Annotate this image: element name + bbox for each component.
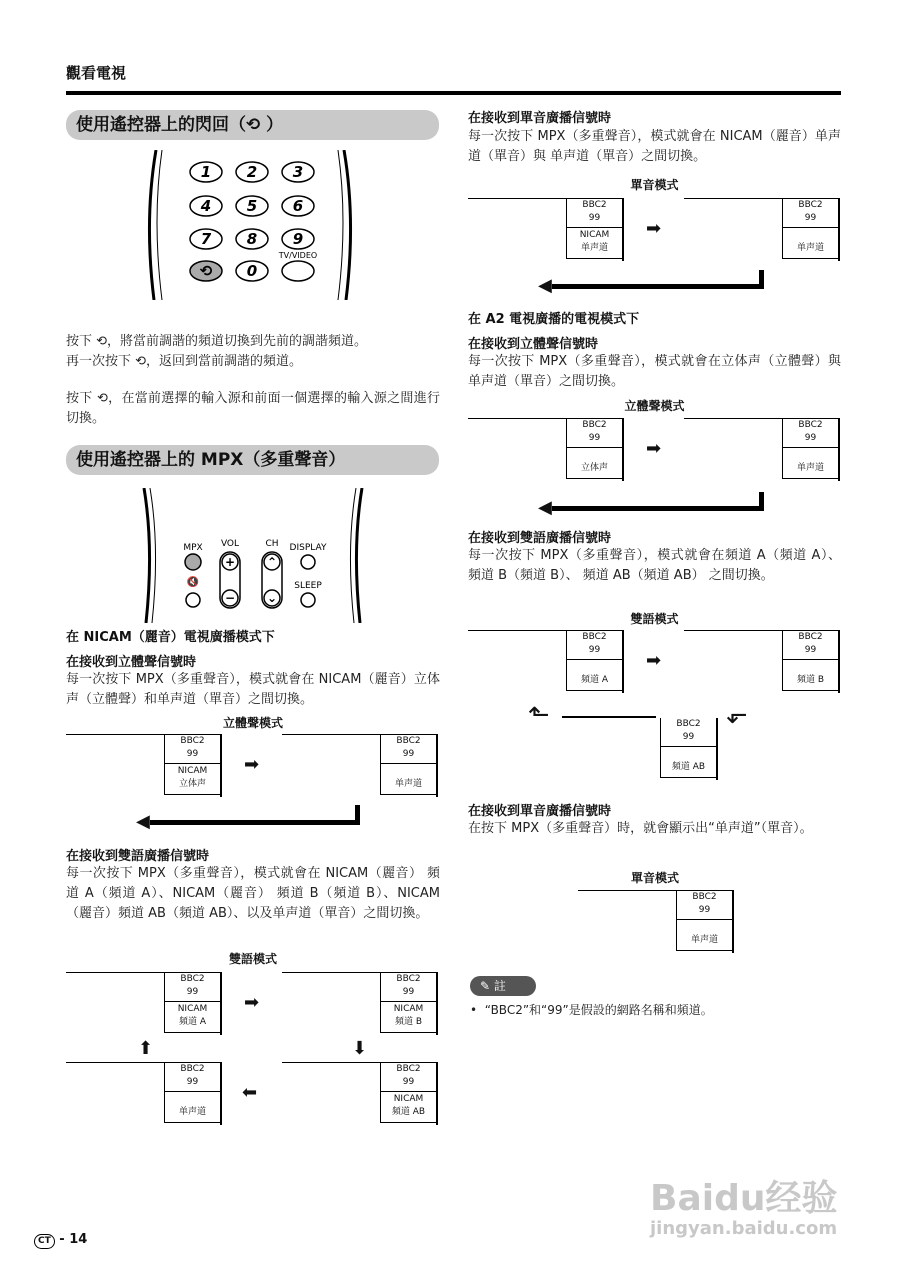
vol-minus-icon: − [224,591,236,605]
pencil-icon: ✎ [480,979,494,993]
screen-nicam-dual-ab: BBC2 99 NICAM 頻道 AB [282,1062,438,1125]
page-number: 14 [69,1232,88,1247]
sleep-button [301,593,315,607]
nicam-heading: 在 NICAM（麗音）電視廣播模式下 [66,630,275,645]
return-bar [552,506,764,511]
page-footer: CT - 14 [34,1232,87,1249]
key-1: 1 [200,163,212,181]
screen-a2-stereo-2: BBC2 99 单声道 [684,418,840,481]
mute-icon: 🔇 [186,577,200,588]
remote-mpx-illustration [140,488,370,623]
a2-dual-mode-title: 雙語模式 [630,612,679,626]
arrow-right-icon: ➡ [646,438,662,459]
page-header-title: 觀看電視 [66,64,127,82]
flashback-icon: ⟲ [92,391,108,406]
section-heading-text: 使用遙控器上的閃回 [76,115,229,135]
nicam-dual-mode-title: 雙語模式 [228,952,277,966]
key-0: 0 [246,262,258,280]
sleep-label: SLEEP [294,581,322,591]
return-bar [552,284,764,289]
nicam-stereo-text: 每一次按下 MPX（多重聲音），模式就會在 NICAM（麗音）立体声（立體聲）和单声道（單音）之間切換。 [66,672,440,707]
bullet-icon: • [470,1003,485,1017]
key-3: 3 [292,163,304,181]
screen-nicam-dual-b: BBC2 99 NICAM 頻道 B [282,972,438,1035]
flashback-para-1: 按下 ⟲，將當前調諧的頻道切換到先前的調諧頻道。 再一次按下 ⟲，返回到當前調諧的頻道。 [66,334,368,369]
screen-a2-stereo-1: BBC2 99 立体声 [468,418,624,481]
mono-heading: 在接收到單音廣播信號時 [468,111,612,126]
screen-a2-mono: BBC2 99 单声道 [578,890,734,953]
a2-dual-heading: 在接收到雙語廣播信號時 [468,531,612,546]
screen-nicam-stereo-2: BBC2 99 单声道 [282,734,438,797]
a2-mono-heading: 在接收到單音廣播信號時 [468,804,612,819]
note-text: • “BBC2”和“99”是假設的網路名稱和頻道。 [470,1003,713,1017]
return-bar-riser [355,805,360,825]
arrow-up-turn-icon: ⬑ [528,700,550,730]
screen-nicam-dual-a: BBC2 99 NICAM 頻道 A [66,972,222,1035]
flashback-para-2: 按下 ⟲，在當前選擇的輸入源和前面一個選擇的輸入源之間進行切換。 [66,391,440,426]
arrow-down-turn-icon: ⬐ [726,700,748,730]
arrow-right-icon: ➡ [244,754,260,775]
a2-mono-mode-title: 單音模式 [630,871,679,885]
arrow-left-icon: ◀ [538,275,552,296]
watermark-brand: Baidu经验 [650,1178,838,1219]
a2-heading: 在 A2 電視廣播的電視模式下 [468,312,640,327]
screen-mono-1: BBC2 99 NICAM 单声道 [468,198,624,261]
ch-up-icon: ⌃ [266,555,278,569]
vol-label: VOL [220,539,240,549]
key-7: 7 [200,230,212,248]
mono-mode-title: 單音模式 [630,178,679,192]
flashback-icon: ⟲ [131,354,147,369]
key-2: 2 [246,163,258,181]
mpx-button [185,554,201,570]
section-mpx-heading: 使用遙控器上的 MPX（多重聲音） [66,445,439,475]
screen-a2-dual-a: BBC2 99 頻道 A [468,630,624,693]
display-button [301,555,315,569]
a2-stereo-heading: 在接收到立體聲信號時 [468,337,599,352]
arrow-left-icon: ⬅ [242,1082,258,1103]
watermark-url: jingyan.baidu.com [650,1218,838,1239]
remote-keypad-illustration [140,150,360,300]
screen-nicam-stereo-1: BBC2 99 NICAM 立体声 [66,734,222,797]
arrow-left-icon: ◀ [538,497,552,518]
screen-a2-dual-b: BBC2 99 頻道 B [684,630,840,693]
arrow-right-icon: ➡ [244,992,260,1013]
mono-text: 每一次按下 MPX（多重聲音），模式就會在 NICAM（麗音）单声道（單音）與 单声道（單音）之間切換。 [468,129,841,164]
return-bar-riser [759,270,764,289]
a2-mono-text: 在按下 MPX（多重聲音）時，就會顯示出“单声道”（單音）。 [468,821,813,836]
mpx-label: MPX [183,543,203,553]
tvvideo-label: TV/VIDEO [278,251,318,260]
flashback-key-icon: ⟲ [199,262,213,280]
ch-label: CH [265,539,279,549]
screen-mono-2: BBC2 99 单声道 [684,198,840,261]
nicam-dual-text: 每一次按下 MPX（多重聲音），模式就會在 NICAM（麗音） 頻道 A（頻道 A）、NICAM（麗音） 頻道 B（頻道 B）、NICAM（麗音）頻道 AB（頻道 AB）、以及单声道（單音）之間切換。 [66,866,440,921]
arrow-left-icon: ◀ [136,811,150,832]
language-badge: CT [34,1234,55,1249]
nicam-stereo-heading: 在接收到立體聲信號時 [66,655,197,670]
key-5: 5 [246,197,258,215]
screen-a2-dual-ab: BBC2 99 頻道 AB [562,718,718,780]
flashback-icon: ⟲ [246,115,261,135]
arrow-right-icon: ➡ [646,218,662,239]
flashback-icon: ⟲ [92,334,108,349]
key-9: 9 [292,230,304,248]
arrow-up-icon: ⬆ [138,1038,154,1059]
screen-nicam-dual-mono: BBC2 99 单声道 [66,1062,222,1125]
key-6: 6 [292,197,304,215]
a2-stereo-text: 每一次按下 MPX（多重聲音），模式就會在立体声（立體聲）與单声道（單音）之間切換。 [468,354,841,389]
key-8: 8 [246,230,258,248]
arrow-right-icon: ➡ [646,650,662,671]
note-badge: ✎ 註 [470,976,536,996]
a2-stereo-mode-title: 立體聲模式 [624,399,685,413]
arrow-down-icon: ⬇ [352,1038,368,1059]
header-rule [66,91,841,95]
display-label: DISPLAY [289,543,327,553]
nicam-dual-heading: 在接收到雙語廣播信號時 [66,849,210,864]
return-bar [150,820,360,825]
mute-button [186,593,200,607]
a2-dual-text: 每一次按下 MPX（多重聲音），模式就會在頻道 A（頻道 A）、 頻道 B（頻道 B）、 頻道 AB（頻道 AB） 之間切換。 [468,548,841,583]
key-4: 4 [200,197,212,215]
ch-down-icon: ⌄ [266,591,278,605]
section-flashback-heading: 使用遙控器上的閃回（⟲ ） [66,110,439,140]
return-bar-riser [759,492,764,511]
vol-plus-icon: + [224,555,236,569]
nicam-stereo-mode-title: 立體聲模式 [222,716,283,730]
